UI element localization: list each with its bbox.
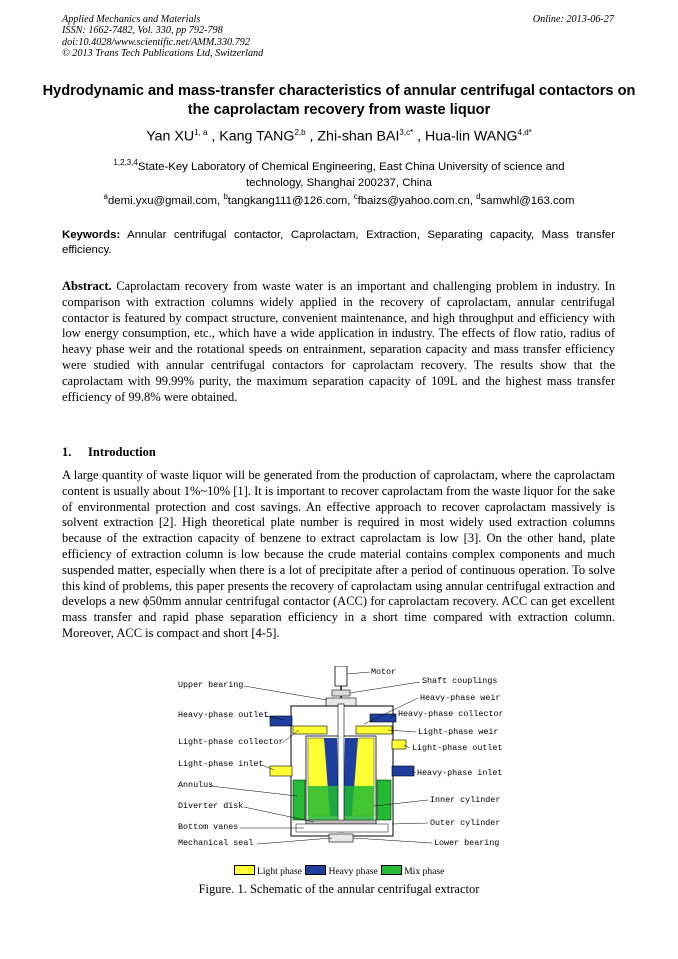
author-name: Kang TANG xyxy=(219,128,295,145)
author-name: Zhi-shan BAI xyxy=(317,128,400,145)
label-shaft-couplings: Shaft couplings xyxy=(422,676,498,686)
email-mark: a xyxy=(103,192,108,201)
abstract-text: Caprolactam recovery from waste water is an important and challenging problem in industry. In comparison with extraction columns widely applied in the recovery of caprolactam, annular centrifugal contactor is featured by compact structure, convenient maintenance, and high throughput and efficiency with low energy consumption, etc., which have a wide application in industry. The effects of flow ratio, radius of heavy phase weir and the rotational speeds on entrainment, separation capacity and mass transfer efficiency were studied with annular centrifugal contactors for caprolactam recovery. The results show that the caprolactam with 99.99% purity, the maximum separation capacity of 109L and the highest mass transfer efficiency of 99.8% were obtained. xyxy=(62,279,615,404)
label-light-phase-inlet: Light-phase inlet xyxy=(178,759,264,769)
light-inlet-pipe xyxy=(270,766,292,776)
email-address[interactable]: samwhl@163.com xyxy=(480,194,575,207)
author-affil-mark: 4,d* xyxy=(517,128,532,137)
legend-swatch-heavy xyxy=(305,865,326,875)
figure-caption: Figure. 1. Schematic of the annular centrifugal extractor xyxy=(198,882,480,896)
central-shaft xyxy=(338,704,344,832)
email-separator: , xyxy=(347,194,354,207)
legend-swatch-mix xyxy=(381,865,402,875)
journal-issn: ISSN: 1662-7482, Vol. 330, pp 792-798 xyxy=(62,25,223,37)
keywords-text: Annular centrifugal contactor, Caprolactam, Extraction, Separating capacity, Mass transfer efficiency. xyxy=(62,229,615,256)
email-list xyxy=(40,192,638,207)
diverter-disk-shape xyxy=(306,820,376,824)
email-mark: b xyxy=(223,192,228,201)
email-mark: c xyxy=(353,192,358,201)
introduction-paragraph: A large quantity of waste liquor will be generated from the production of caprolactam, where the caprolactam content is usually about 1%~10% [1]. It is important to recover caprolactam from the waste liquor for the sake of environmental protection and cost savings. An effective approach to recover caprolactam massively is solvent extraction [2]. High theoretical plate number is required in most widely used extraction columns because of the extraction capacity of benzene to extract caprolactam is low [3]. On the other hand, plate efficiency of extraction column is low because the crude material contains complex components and much suspended matter, especially when there is a lot of precipitate after a period of continuous operation. To solve this kind of problems, this paper presents the recovery of caprolactam using annular centrifugal extraction and develops a new ϕ50mm annular centrifugal contactor (ACC) for caprolactam recovery. ACC can get excellent mass transfer and rapid phase separation efficiency in a short time compared with extraction column. Moreover, ACC is compact and short [4-5]. xyxy=(62,468,615,640)
figure-legend xyxy=(234,865,445,877)
email-separator: , xyxy=(217,194,224,207)
email-address[interactable]: fbaizs@yahoo.com.cn xyxy=(357,194,470,207)
label-outer-cylinder: Outer cylinder xyxy=(430,818,501,828)
abstract xyxy=(62,279,615,405)
annulus-right xyxy=(377,780,391,820)
legend-label: Mix phase xyxy=(404,866,445,877)
heavy-inlet-pipe xyxy=(392,766,414,776)
abstract-label: Abstract. xyxy=(62,279,112,293)
section-title: Introduction xyxy=(88,445,156,459)
paper-title: Hydrodynamic and mass-transfer characteristics of annular centrifugal contactors on the caprolactam recovery from waste liquor xyxy=(42,83,636,118)
journal-name: Applied Mechanics and Materials xyxy=(62,14,201,25)
section-heading xyxy=(62,445,156,460)
email-separator: , xyxy=(469,194,477,207)
author-name: Yan XU xyxy=(146,128,195,145)
light-collector-shape xyxy=(293,726,327,734)
email-address[interactable]: tangkang111@126.com xyxy=(227,194,348,207)
keywords xyxy=(62,228,615,258)
author-separator: , xyxy=(305,128,318,145)
author-separator: , xyxy=(413,128,426,145)
label-annulus: Annulus xyxy=(178,780,214,790)
author-affil-mark: 2,b xyxy=(294,128,306,137)
journal-header xyxy=(62,14,263,59)
legend-label: Light phase xyxy=(257,866,303,877)
label-heavy-phase-inlet: Heavy-phase inlet xyxy=(417,768,503,778)
affiliation xyxy=(86,155,592,191)
label-heavy-phase-collector: Heavy-phase collector xyxy=(398,709,504,719)
author-list xyxy=(40,128,638,145)
author-affil-mark: 1, a xyxy=(194,128,208,137)
label-heavy-phase-outlet: Heavy-phase outlet xyxy=(178,710,269,720)
journal-copyright: © 2013 Trans Tech Publications Ltd, Switzerland xyxy=(62,47,264,59)
label-mechanical-seal: Mechanical seal xyxy=(178,838,254,848)
coupling-block xyxy=(332,690,350,696)
label-light-phase-collector: Light-phase collector xyxy=(178,737,284,747)
author-separator: , xyxy=(207,128,220,145)
extractor-schematic xyxy=(174,666,504,878)
keywords-label: Keywords: xyxy=(62,229,121,241)
label-diverter-disk: Diverter disk xyxy=(178,801,244,811)
light-weir-shape xyxy=(356,726,392,734)
label-light-phase-outlet: Light-phase outlet xyxy=(412,743,503,753)
bottom-vanes-shape xyxy=(296,824,388,832)
affiliation-text: State-Key Laboratory of Chemical Engineering, East China University of science and technology, Shanghai 200237, China xyxy=(137,160,565,189)
lower-bearing-block xyxy=(329,834,353,842)
label-heavy-phase-weir: Heavy-phase weir xyxy=(420,693,501,703)
online-date: Online: 2013-06-27 xyxy=(532,14,614,25)
email-address[interactable]: demi.yxu@gmail.com xyxy=(107,194,217,207)
affiliation-mark: 1,2,3,4 xyxy=(113,158,138,167)
label-upper-bearing: Upper bearing xyxy=(178,680,244,690)
email-mark: d xyxy=(476,192,481,201)
label-motor: Motor xyxy=(371,667,397,677)
label-light-phase-weir: Light-phase weir xyxy=(418,727,499,737)
light-outlet-pipe xyxy=(392,740,406,749)
motor-body xyxy=(335,666,347,686)
label-inner-cylinder: Inner cylinder xyxy=(430,795,501,805)
heavy-collector-shape xyxy=(370,714,396,722)
journal-doi: doi:10.4028/www.scientific.net/AMM.330.792 xyxy=(62,36,250,48)
label-bottom-vanes: Bottom vanes xyxy=(178,822,239,832)
label-lower-bearing: Lower bearing xyxy=(434,838,500,848)
legend-swatch-light xyxy=(234,865,255,875)
section-number: 1. xyxy=(62,445,72,459)
author-affil-mark: 3,c* xyxy=(399,128,414,137)
annulus-left xyxy=(293,780,305,820)
author-name: Hua-lin WANG xyxy=(425,128,518,145)
legend-label: Heavy phase xyxy=(328,866,378,877)
